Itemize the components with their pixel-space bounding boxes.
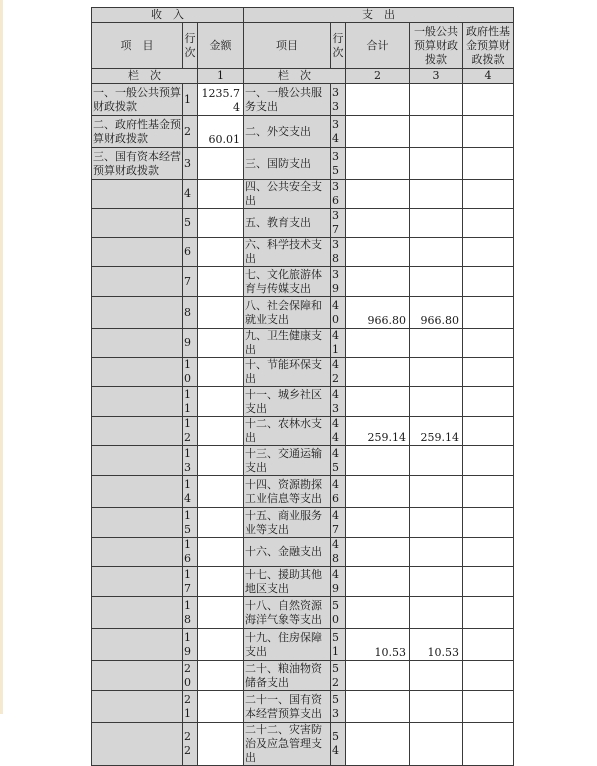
general-budget-cell [410,116,463,148]
gov-fund-cell [463,567,514,597]
gov-fund-cell [463,597,514,629]
income-line-no-cell: 7 [183,267,198,297]
general-budget-cell [410,661,463,691]
expenditure-item-cell: 五、教育支出 [244,209,331,238]
income-amount-cell [198,661,244,691]
income-line-no-cell: 14 [183,476,198,508]
income-item-cell [92,567,183,597]
income-amount-cell [198,387,244,417]
expenditure-item-cell: 十七、援助其他地区支出 [244,567,331,597]
total-cell [346,476,410,508]
column-label: 栏 次 [92,69,198,84]
expenditure-item-cell: 二十一、国有资本经营预算支出 [244,691,331,723]
gov-fund-cell [463,508,514,538]
income-amount-cell: 1235.74 [198,84,244,116]
income-amount-cell [198,329,244,358]
income-item-cell [92,358,183,387]
gov-fund-cell [463,358,514,387]
gov-fund-cell [463,84,514,116]
expenditure-item-cell: 三、国防支出 [244,148,331,180]
table-row [92,538,514,567]
total-cell [346,329,410,358]
expenditure-line-no-cell: 33 [331,84,346,116]
expenditure-item-cell: 七、文化旅游体育与传媒支出 [244,267,331,297]
expenditure-header: 支 出 [244,8,514,23]
income-header: 收 入 [92,8,244,23]
table-row [92,358,514,387]
table-row [92,329,514,358]
table-row [92,567,514,597]
expenditure-line-no-cell: 47 [331,508,346,538]
income-line-no-cell: 10 [183,358,198,387]
total-cell: 259.14 [346,417,410,446]
general-budget-cell [410,597,463,629]
income-line-no-cell: 17 [183,567,198,597]
income-amount-cell [198,358,244,387]
total-cell [346,567,410,597]
total-cell: 966.80 [346,297,410,329]
gov-fund-cell [463,629,514,661]
total-header: 合计 [346,23,410,69]
income-amount-cell [198,238,244,267]
total-cell [346,508,410,538]
expenditure-item-cell: 十、节能环保支出 [244,358,331,387]
income-line-no-cell: 12 [183,417,198,446]
general-budget-cell [410,180,463,209]
general-budget-cell: 966.80 [410,297,463,329]
general-budget-cell [410,267,463,297]
expenditure-item-cell: 十九、住房保障支出 [244,629,331,661]
income-amount-cell [198,267,244,297]
general-budget-cell [410,238,463,267]
table-row [92,267,514,297]
table-row [92,508,514,538]
col-3-label: 3 [410,69,463,84]
gov-fund-cell [463,238,514,267]
income-item-cell [92,417,183,446]
gov-fund-cell [463,691,514,723]
finance-table [91,7,514,766]
income-line-no-cell: 5 [183,209,198,238]
expenditure-line-no-cell: 40 [331,297,346,329]
total-cell [346,597,410,629]
table-row [92,84,514,116]
gov-fund-cell [463,417,514,446]
total-cell [346,358,410,387]
income-item-cell: 三、国有资本经营预算财政拨款 [92,148,183,180]
expenditure-item-cell: 十八、自然资源海洋气象等支出 [244,597,331,629]
expenditure-line-no-cell: 42 [331,358,346,387]
table-row [92,148,514,180]
expenditure-line-no-cell: 36 [331,180,346,209]
expenditure-item-cell: 八、社会保障和就业支出 [244,297,331,329]
income-item-cell [92,209,183,238]
general-budget-cell [410,567,463,597]
income-amount-cell: 60.01 [198,116,244,148]
total-cell [346,84,410,116]
general-budget-cell [410,476,463,508]
general-budget-cell [410,538,463,567]
general-budget-cell [410,691,463,723]
income-item-cell [92,238,183,267]
table-row [92,387,514,417]
income-line-no-cell: 8 [183,297,198,329]
total-cell [346,446,410,476]
table-row [92,209,514,238]
general-budget-cell [410,723,463,766]
income-item-cell [92,538,183,567]
expenditure-item-cell: 六、科学技术支出 [244,238,331,267]
income-item-cell [92,661,183,691]
income-line-no-cell: 3 [183,148,198,180]
income-line-no-cell: 13 [183,446,198,476]
income-line-no-cell: 15 [183,508,198,538]
income-item-cell [92,180,183,209]
income-item-cell [92,387,183,417]
line-no-header: 行次 [183,23,198,69]
income-line-no-cell: 2 [183,116,198,148]
income-amount-cell [198,597,244,629]
general-budget-cell [410,387,463,417]
table-row [92,691,514,723]
gov-fund-cell [463,723,514,766]
gov-fund-cell [463,297,514,329]
total-cell [346,387,410,417]
expenditure-line-no-cell: 43 [331,387,346,417]
expenditure-line-no-cell: 34 [331,116,346,148]
general-budget-cell [410,508,463,538]
expenditure-item-cell: 二、外交支出 [244,116,331,148]
expenditure-line-no-cell: 38 [331,238,346,267]
total-cell [346,238,410,267]
gov-fund-cell [463,661,514,691]
income-amount-cell [198,691,244,723]
income-line-no-cell: 11 [183,387,198,417]
income-amount-cell [198,629,244,661]
income-amount-cell [198,417,244,446]
income-item-cell [92,446,183,476]
income-item-cell [92,329,183,358]
general-budget-cell [410,329,463,358]
gov-fund-cell [463,267,514,297]
total-cell [346,538,410,567]
table-row [92,238,514,267]
expenditure-item-cell: 九、卫生健康支出 [244,329,331,358]
expenditure-line-no-cell: 52 [331,661,346,691]
column-label-2: 栏 次 [244,69,346,84]
table-row [92,446,514,476]
expenditure-item-cell: 四、公共安全支出 [244,180,331,209]
total-cell [346,267,410,297]
income-amount-cell [198,148,244,180]
income-amount-cell [198,180,244,209]
table-row [92,629,514,661]
table-row [92,597,514,629]
general-budget-cell: 10.53 [410,629,463,661]
expenditure-line-no-cell: 48 [331,538,346,567]
income-line-no-cell: 6 [183,238,198,267]
expenditure-item-cell: 十六、金融支出 [244,538,331,567]
income-item-cell [92,508,183,538]
expenditure-item-cell: 十一、城乡社区支出 [244,387,331,417]
income-item-cell [92,629,183,661]
gov-fund-cell [463,476,514,508]
total-cell [346,723,410,766]
table-row [92,723,514,766]
col-1-label: 1 [198,69,244,84]
table-row [92,661,514,691]
expenditure-line-no-cell: 35 [331,148,346,180]
income-line-no-cell: 20 [183,661,198,691]
income-amount-cell [198,567,244,597]
expenditure-line-no-cell: 45 [331,446,346,476]
income-amount-cell [198,538,244,567]
general-budget-cell: 259.14 [410,417,463,446]
income-line-no-cell: 18 [183,597,198,629]
gov-fund-header: 政府性基金预算财政拨款 [463,23,514,69]
total-cell [346,661,410,691]
expenditure-line-no-cell: 39 [331,267,346,297]
total-cell [346,148,410,180]
income-item-cell [92,691,183,723]
total-cell [346,180,410,209]
total-cell [346,209,410,238]
income-item-cell [92,723,183,766]
income-item-cell [92,297,183,329]
gov-fund-cell [463,148,514,180]
income-amount-cell [198,446,244,476]
expenditure-item-cell: 十四、资源勘探工业信息等支出 [244,476,331,508]
expenditure-line-no-cell: 41 [331,329,346,358]
col-2-label: 2 [346,69,410,84]
expenditure-line-no-cell: 49 [331,567,346,597]
income-amount-cell [198,209,244,238]
income-item-cell [92,597,183,629]
total-cell [346,691,410,723]
table-row [92,180,514,209]
table-row [92,476,514,508]
gov-fund-cell [463,538,514,567]
col-4-label: 4 [463,69,514,84]
general-budget-header: 一般公共预算财政拨款 [410,23,463,69]
exp-line-no-header: 行次 [331,23,346,69]
income-line-no-cell: 9 [183,329,198,358]
table-row [92,297,514,329]
general-budget-cell [410,209,463,238]
expenditure-line-no-cell: 50 [331,597,346,629]
income-amount-cell [198,508,244,538]
expenditure-line-no-cell: 46 [331,476,346,508]
income-line-no-cell: 1 [183,84,198,116]
general-budget-cell [410,446,463,476]
table-row [92,116,514,148]
income-line-no-cell: 16 [183,538,198,567]
gov-fund-cell [463,387,514,417]
income-amount-cell [198,297,244,329]
expenditure-item-cell: 十五、商业服务业等支出 [244,508,331,538]
income-item-cell: 一、一般公共预算财政拨款 [92,84,183,116]
general-budget-cell [410,84,463,116]
expenditure-line-no-cell: 53 [331,691,346,723]
income-amount-cell [198,476,244,508]
item-header: 项 目 [92,23,183,69]
gov-fund-cell [463,446,514,476]
gov-fund-cell [463,209,514,238]
expenditure-line-no-cell: 54 [331,723,346,766]
income-line-no-cell: 4 [183,180,198,209]
amount-header: 金额 [198,23,244,69]
income-item-cell [92,267,183,297]
income-item-cell [92,476,183,508]
total-cell: 10.53 [346,629,410,661]
gov-fund-cell [463,116,514,148]
gov-fund-cell [463,329,514,358]
expenditure-line-no-cell: 51 [331,629,346,661]
expenditure-item-cell: 十二、农林水支出 [244,417,331,446]
expenditure-item-cell: 一、一般公共服务支出 [244,84,331,116]
expenditure-item-cell: 二十、粮油物资储备支出 [244,661,331,691]
income-amount-cell [198,723,244,766]
total-cell [346,116,410,148]
page-edge [0,0,3,714]
expenditure-line-no-cell: 37 [331,209,346,238]
exp-item-header: 项目 [244,23,331,69]
income-line-no-cell: 19 [183,629,198,661]
expenditure-item-cell: 二十二、灾害防治及应急管理支出 [244,723,331,766]
expenditure-item-cell: 十三、交通运输支出 [244,446,331,476]
gov-fund-cell [463,180,514,209]
income-item-cell: 二、政府性基金预算财政拨款 [92,116,183,148]
expenditure-line-no-cell: 44 [331,417,346,446]
general-budget-cell [410,358,463,387]
general-budget-cell [410,148,463,180]
income-line-no-cell: 21 [183,691,198,723]
income-line-no-cell: 22 [183,723,198,766]
table-row [92,417,514,446]
